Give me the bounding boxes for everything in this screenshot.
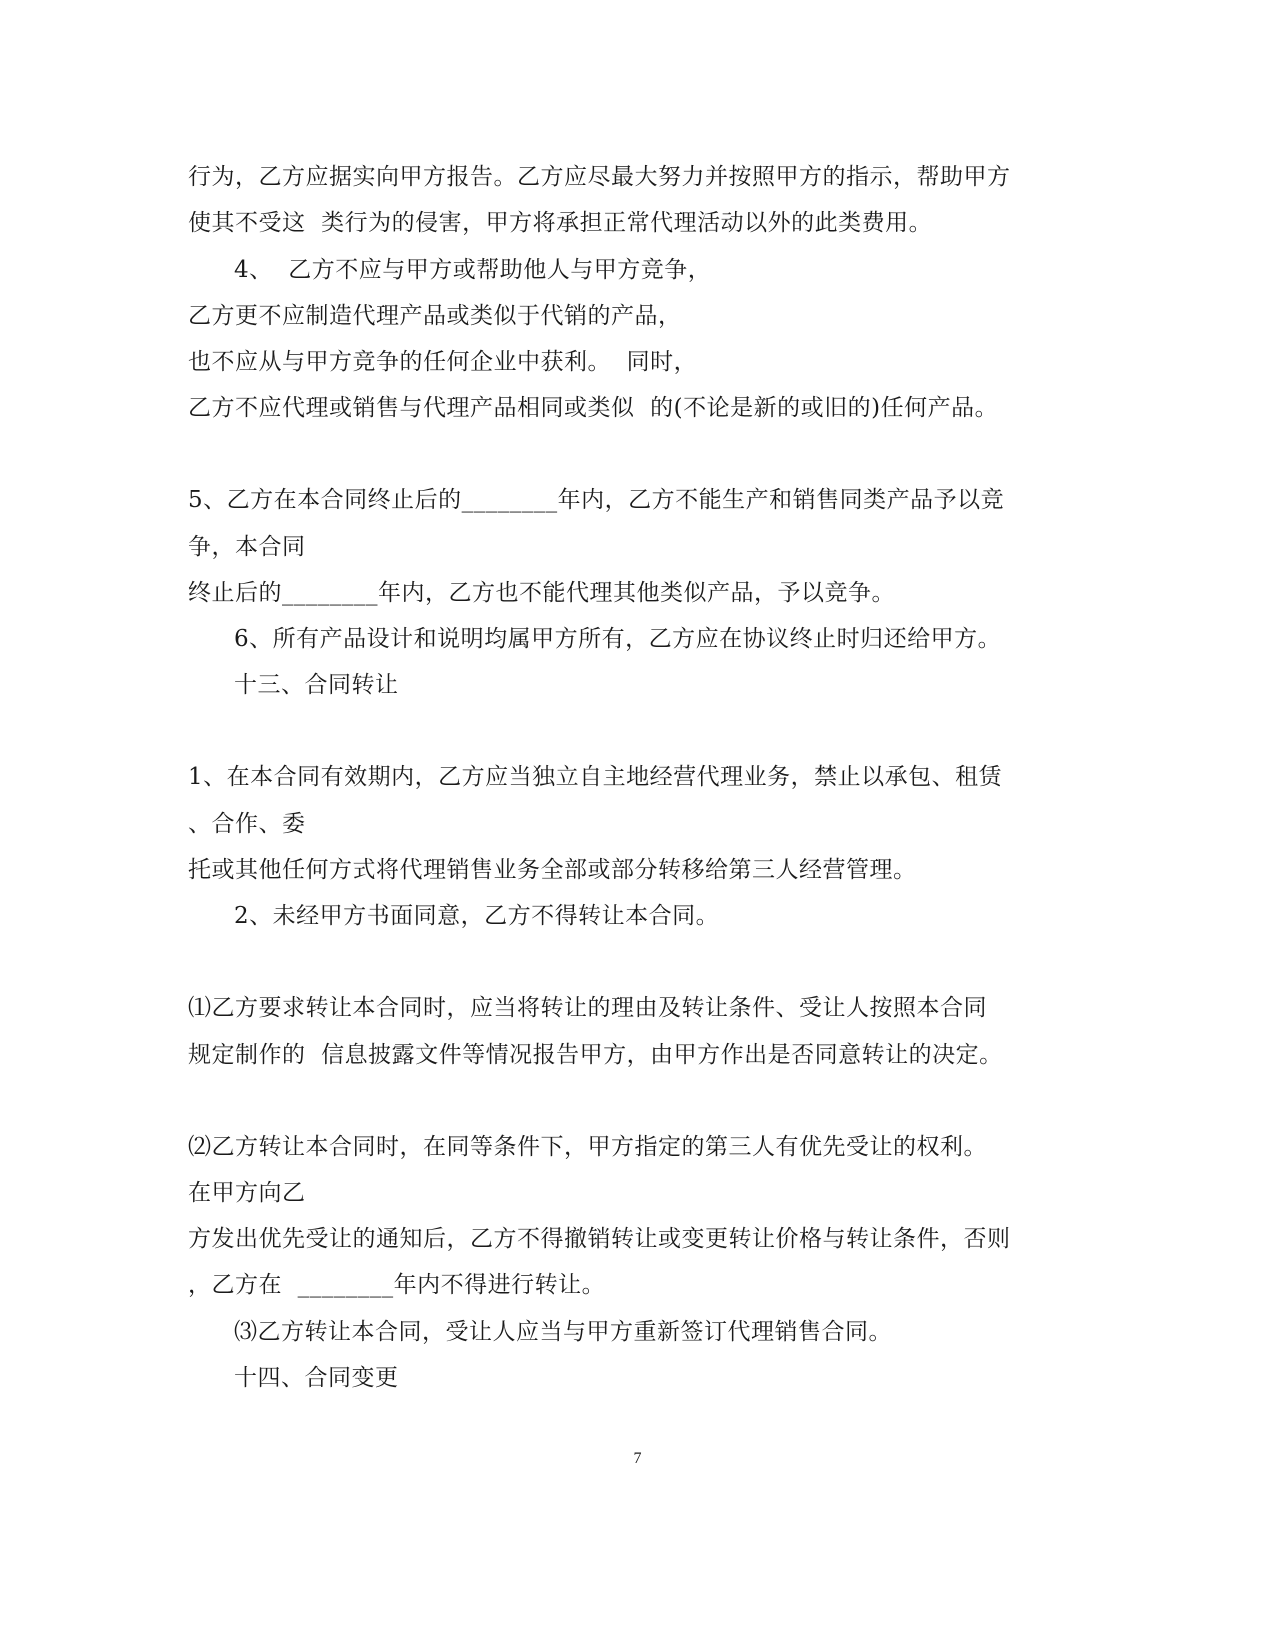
- text-line: 规定制作的 信息披露文件等情况报告甲方，由甲方作出是否同意转让的决定。: [188, 1042, 1003, 1068]
- text-line: ⑵乙方转让本合同时，在同等条件下，甲方指定的第三人有优先受让的权利。: [188, 1134, 987, 1160]
- text-line: ，乙方在 ________年内不得进行转让。: [188, 1272, 606, 1298]
- section-heading: 十四、合同变更: [234, 1365, 399, 1391]
- text-line: 乙方不应代理或销售与代理产品相同或类似 的(不论是新的或旧的)任何产品。: [188, 395, 999, 421]
- section-heading: 十三、合同转让: [234, 672, 399, 698]
- text-line: 方发出优先受让的通知后，乙方不得撤销转让或变更转让价格与转让条件，否则: [188, 1226, 1011, 1252]
- text-line: 5、乙方在本合同终止后的________年内，乙方不能生产和销售同类产品予以竞: [188, 487, 1005, 513]
- page-number: 7: [633, 1450, 642, 1467]
- text-line: 终止后的________年内，乙方也不能代理其他类似产品，予以竞争。: [188, 580, 895, 606]
- text-line: 、合作、委: [188, 811, 306, 837]
- text-line: 在甲方向乙: [188, 1180, 306, 1206]
- text-line: 托或其他任何方式将代理销售业务全部或部分转移给第三人经营管理。: [188, 857, 917, 883]
- text-line: 2、未经甲方书面同意，乙方不得转让本合同。: [234, 903, 720, 929]
- text-line: 1、在本合同有效期内，乙方应当独立自主地经营代理业务，禁止以承包、租赁: [188, 764, 1003, 790]
- text-line: 争，本合同: [188, 534, 306, 560]
- text-line: 也不应从与甲方竞争的任何企业中获利。 同时，: [188, 349, 698, 375]
- text-line: ⑴乙方要求转让本合同时，应当将转让的理由及转让条件、受让人按照本合同: [188, 995, 987, 1021]
- text-line: 6、所有产品设计和说明均属甲方所有，乙方应在协议终止时归还给甲方。: [234, 626, 1002, 652]
- text-line: 行为，乙方应据实向甲方报告。乙方应尽最大努力并按照甲方的指示，帮助甲方: [188, 164, 1011, 190]
- text-line: ⑶乙方转让本合同，受让人应当与甲方重新签订代理销售合同。: [234, 1319, 892, 1345]
- text-line: 乙方更不应制造代理产品或类似于代销的产品，: [188, 303, 682, 329]
- text-line: 使其不受这 类行为的侵害，甲方将承担正常代理活动以外的此类费用。: [188, 210, 933, 236]
- text-line: 4、 乙方不应与甲方或帮助他人与甲方竞争，: [234, 257, 712, 283]
